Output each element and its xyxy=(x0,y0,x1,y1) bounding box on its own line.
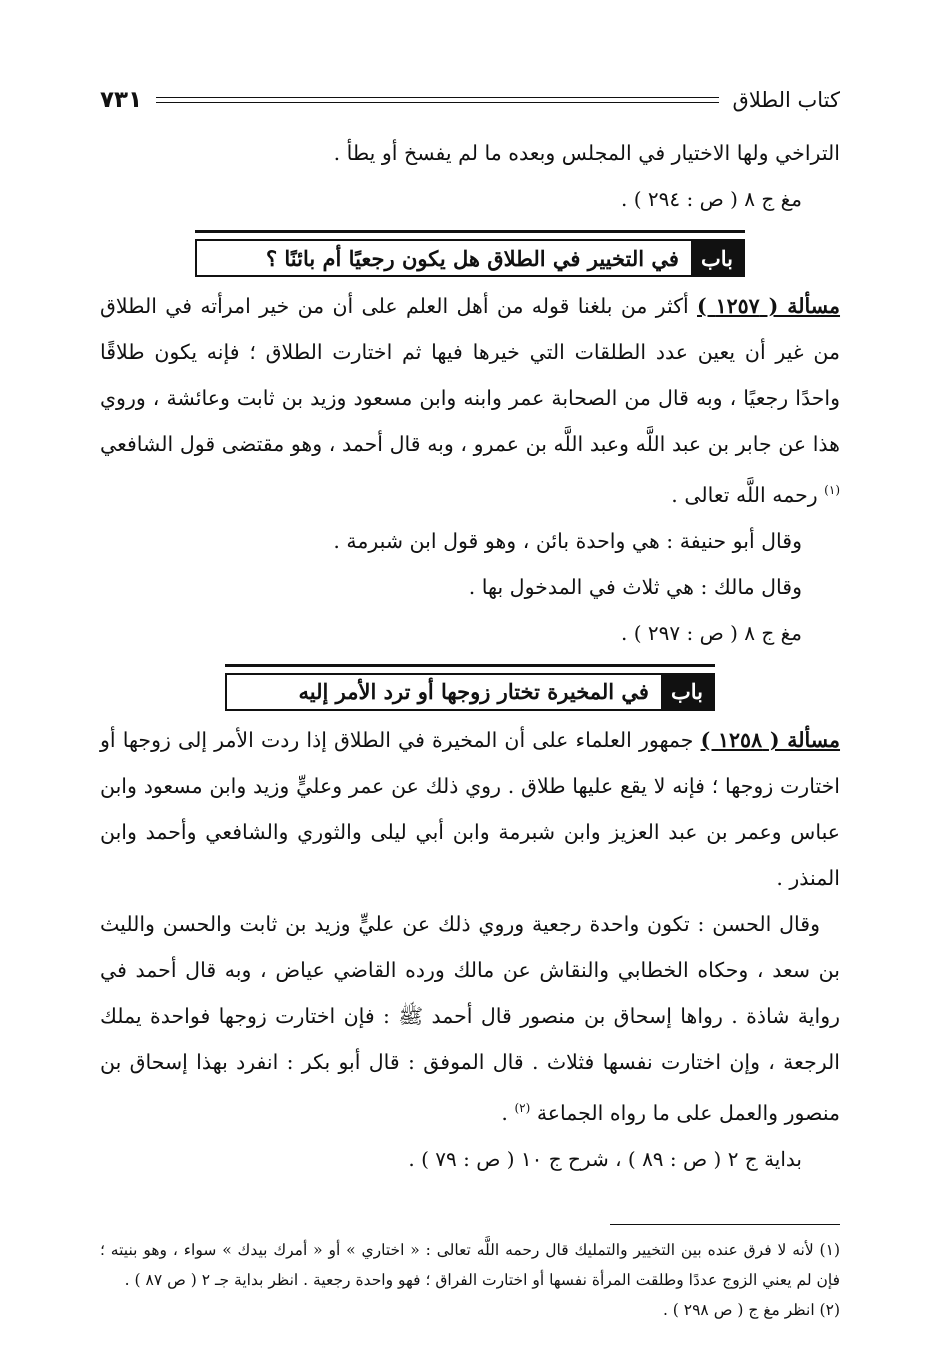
chapter-title: كتاب الطلاق xyxy=(732,88,840,112)
footnote-2: (٢) انظر مغ ج ( ص ٢٩٨ ) . xyxy=(662,1300,840,1319)
intro-line: التراخي ولها الاختيار في المجلس وبعده ما لم يفسخ أو يطأ . xyxy=(333,141,840,165)
running-header xyxy=(100,82,840,118)
section1-heading-wrap xyxy=(195,230,745,277)
section1-reference: مغ ج ٨ ( ص : ٢٩٧ ) . xyxy=(621,620,802,645)
section2-label: باب xyxy=(661,675,713,709)
section2-heading xyxy=(225,673,715,711)
page-number: ٧٣١ xyxy=(100,87,143,113)
section1-heading xyxy=(195,239,745,277)
intro-reference: مغ ج ٨ ( ص : ٢٩٤ ) . xyxy=(621,187,802,211)
masala-1258-label: مسألة ( ١٢٥٨ ) xyxy=(700,727,841,752)
page xyxy=(100,82,840,1325)
section1-body: أكثر من بلغنا قوله من أهل العلم على أن من خير امرأته في الطلاق من غير أن يعين عدد الطلقات التي خيرها فيها ثم اختارت الطلاق ؛ فإنه يكون طلاقًا واحدًا رجعيًا ، وبه قال من الصحابة عمر وابنه وابن مسعود وزيد بن ثابت وعائشة ، وروي هذا عن جابر بن عبد اللَّه وعبد اللَّه بن عمرو ، وبه قال أحمد ، وهو مقتضى قول الشافعي xyxy=(100,294,840,456)
footnote-ref-1[interactable]: (١) xyxy=(824,483,840,497)
section2-heading-wrap xyxy=(225,664,715,711)
section2-title: في المخيرة تختار زوجها أو ترد الأمر إليه xyxy=(298,679,649,705)
section1-body-end: رحمه اللَّه تعالى . xyxy=(671,482,825,507)
footnote-separator xyxy=(610,1224,840,1225)
section2-paragraph xyxy=(100,717,840,901)
section1-title: في التخيير في الطلاق هل يكون رجعيًا أم بائنًا ؟ xyxy=(265,245,679,271)
footnote-ref-2[interactable]: (٢) xyxy=(514,1100,531,1115)
section2-reference: بداية ج ٢ ( ص : ٨٩ ) ، شرح ج ١٠ ( ص : ٧٩ ) . xyxy=(408,1146,802,1171)
section1-paragraph xyxy=(100,283,840,518)
section2-para2: وقال الحسن : تكون واحدة رجعية وروي ذلك عن عليٍّ وزيد بن ثابت والحسن والليث بن سعد ، وحكاه الخطابي والنقاش عن مالك ورده القاضي عياض ، وبه قال أحمد في رواية شاذة . رواها إسحاق بن منصور قال أحمد ﷺ : فإن اختارت زوجها فواحدة يملك الرجعة ، وإن اختارت نفسها فثلاث . قال الموفق : قال أبو بكر : انفرد بهذا إسحاق بن منصور والعمل على ما رواه الجماعة xyxy=(100,911,840,1125)
masala-1257-label: مسألة ( ١٢٥٧ ) xyxy=(697,294,841,318)
section2-para2-end: . xyxy=(501,1100,515,1125)
header-rule xyxy=(156,97,718,103)
malik-line: وقال مالك : هي ثلاث في المدخول بها . xyxy=(468,574,802,599)
section2-body: جمهور العلماء على أن المخيرة في الطلاق إذا ردت الأمر إلى زوجها أو اختارت زوجها ؛ فإنه لا يقع عليها طلاق . روي ذلك عن عمر وعليٍّ وزيد وابن مسعود وابن عباس وعمر بن عبد العزيز وابن شبرمة وابن أبي ليلى والثوري والشافعي وأحمد وابن المنذر . xyxy=(100,727,841,890)
section2-paragraph-2 xyxy=(100,901,840,1136)
footnote-1: (١) لأنه لا فرق عنده بين التخيير والتمليك قال رحمه اللَّه تعالى : « اختاري » أو « أمرك بيدك » سواء ، وهو بنيته ؛ فإن لم يعني الزوج عددًا وطلقت المرأة نفسها أو اختارت الفراق ؛ فهو واحدة رجعية . انظر بداية جـ ٢ ( ص ٨٧ ) . xyxy=(100,1240,840,1289)
abu-hanifa-line: وقال أبو حنيفة : هي واحدة بائن ، وهو قول ابن شبرمة . xyxy=(333,528,802,553)
section1-label: باب xyxy=(691,241,743,275)
